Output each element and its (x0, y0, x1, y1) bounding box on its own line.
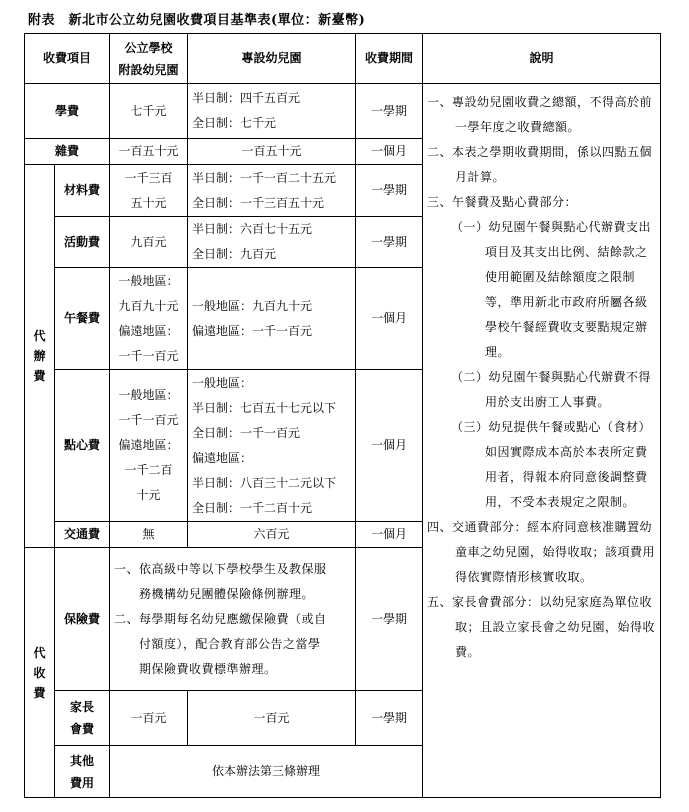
misc-dedicated: 一百五十元 (188, 139, 356, 165)
item-other: 其他 費用 (55, 746, 110, 798)
item-snack: 點心費 (55, 370, 110, 522)
parents-public: 一百元 (110, 691, 188, 746)
notes-cell (423, 84, 661, 798)
snack-public: 一般地區： 一千一百元 偏遠地區： 一千二百 十元 (110, 370, 188, 522)
note-2: 二、本表之學期收費期間，係以四點五個月計算。 (427, 145, 653, 184)
group-daishou: 代 收 費 (25, 548, 55, 798)
fee-standard-table (24, 33, 661, 798)
item-material: 材料費 (55, 165, 110, 217)
snack-dedicated: 一般地區： 半日制：七百五十七元以下 全日制：一千一百元 偏遠地區： 半日制：八百三十二元以下 全日制：一千二百十元 (188, 370, 356, 522)
item-parents: 家長 會費 (55, 691, 110, 746)
header-period: 收費期間 (356, 34, 423, 84)
note-3-2: （二）幼兒園午餐與點心代辦費不得用於支出廚工人事費。 (451, 370, 652, 409)
note-5: 五、家長會費部分：以幼兒家庭為單位收取；且設立家長會之幼兒園，始得收費。 (427, 595, 656, 659)
header-item: 收費項目 (25, 34, 110, 84)
lunch-public: 一般地區： 九百九十元 偏遠地區： 一千一百元 (110, 268, 188, 370)
misc-period: 一個月 (356, 139, 423, 165)
material-public: 一千三百 五十元 (110, 165, 188, 217)
snack-period: 一個月 (356, 370, 423, 522)
transport-public: 無 (110, 522, 188, 548)
row-tuition (25, 84, 661, 139)
material-dedicated: 半日制：一千一百二十五元 全日制：一千三百五十元 (188, 165, 356, 217)
document-title: 附表 新北市公立幼兒園收費項目基準表(單位：新臺幣) (28, 13, 366, 28)
misc-public: 一百五十元 (110, 139, 188, 165)
parents-dedicated: 一百元 (188, 691, 356, 746)
header-row (25, 34, 661, 84)
header-notes: 說明 (423, 34, 661, 84)
item-lunch: 午餐費 (55, 268, 110, 370)
other-merged: 依本辦法第三條辦理 (110, 746, 423, 798)
header-dedicated: 專設幼兒園 (188, 34, 356, 84)
header-public: 公立學校 附設幼兒園 (110, 34, 188, 84)
activity-dedicated: 半日制：六百七十五元 全日制：九百元 (188, 217, 356, 268)
group-daiban: 代 辦 費 (25, 165, 55, 548)
tuition-dedicated: 半日制：四千五百元 全日制：七千元 (188, 84, 356, 139)
material-period: 一學期 (356, 165, 423, 217)
insurance-period: 一學期 (356, 548, 423, 691)
transport-period: 一個月 (356, 522, 423, 548)
item-misc: 雜費 (25, 139, 110, 165)
note-4: 四、交通費部分：經本府同意核准購置幼童車之幼兒園，始得收取；該項費用得依實際情形核實收取。 (427, 520, 656, 584)
activity-period: 一學期 (356, 217, 423, 268)
transport-dedicated: 六百元 (188, 522, 356, 548)
item-insurance: 保險費 (55, 548, 110, 691)
insurance-merged: 一、依高級中等以下學校學生及教保服 務機構幼兒團體保險條例辦理。 二、每學期每名幼兒應繳保險費（或自 付額度），配合教育部公告之當學 期保險費收費標準辦理。 (110, 548, 356, 691)
note-3-3: （三）幼兒提供午餐或點心（食材）如因實際成本高於本表所定費用者，得報本府同意後調整費用，不受本表規定之限制。 (451, 420, 652, 509)
tuition-public: 七千元 (110, 84, 188, 139)
item-tuition: 學費 (25, 84, 110, 139)
note-1: 一、專設幼兒園收費之總額，不得高於前一學年度之收費總額。 (427, 95, 653, 134)
item-transport: 交通費 (55, 522, 110, 548)
tuition-period: 一學期 (356, 84, 423, 139)
item-activity: 活動費 (55, 217, 110, 268)
lunch-period: 一個月 (356, 268, 423, 370)
activity-public: 九百元 (110, 217, 188, 268)
note-3-1: （一）幼兒園午餐與點心代辦費支出項目及其支出比例、結餘款之使用範圍及結餘額度之限制等，準用新北市政府所屬各級學校午餐經費收支要點規定辦理。 (451, 220, 652, 359)
note-3: 三、午餐費及點心費部分： (427, 195, 578, 209)
lunch-dedicated: 一般地區：九百九十元 偏遠地區：一千一百元 (188, 268, 356, 370)
parents-period: 一學期 (356, 691, 423, 746)
